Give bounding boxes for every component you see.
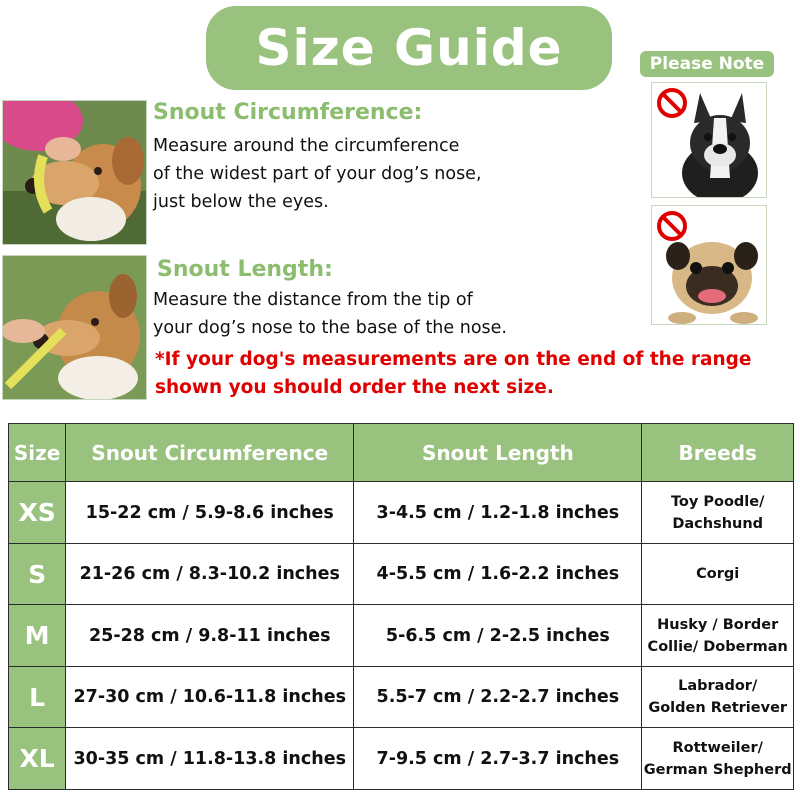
breeds-cell — [642, 728, 794, 790]
breeds-line: Corgi — [696, 566, 740, 583]
snout-circumference-photo — [2, 100, 147, 245]
size-cell: L — [9, 666, 66, 728]
please-note-label: Please Note — [649, 54, 765, 74]
size-warning-line: shown you should order the next size. — [155, 377, 554, 398]
length-cell: 7-9.5 cm / 2.7-3.7 inches — [354, 728, 642, 790]
size-warning-line: *If your dog's measurements are on the end of the range — [155, 349, 752, 370]
table-row — [9, 666, 794, 728]
breeds-cell — [642, 482, 794, 544]
size-warning — [155, 346, 795, 402]
snout-length-line: your dog’s nose to the base of the nose. — [153, 318, 507, 338]
breeds-line: Husky / Border — [657, 616, 779, 633]
snout-circumference-line: just below the eyes. — [153, 192, 329, 212]
snout-circumference-title: Snout Circumference: — [153, 100, 423, 125]
snout-length-line: Measure the distance from the tip of — [153, 290, 473, 310]
snout-length-title: Snout Length: — [157, 257, 333, 282]
no-sign-icon — [655, 209, 689, 243]
snout-length-text — [153, 286, 633, 342]
table-row — [9, 728, 794, 790]
table-row — [9, 543, 794, 605]
length-cell: 4-5.5 cm / 1.6-2.2 inches — [354, 543, 642, 605]
breeds-line: German Shepherd — [643, 761, 792, 778]
size-table — [8, 423, 794, 790]
circumference-cell: 27-30 cm / 10.6-11.8 inches — [66, 666, 354, 728]
length-cell: 3-4.5 cm / 1.2-1.8 inches — [354, 482, 642, 544]
snout-circumference-line: Measure around the circumference — [153, 136, 460, 156]
length-cell: 5.5-7 cm / 2.2-2.7 inches — [354, 666, 642, 728]
snout-length-photo — [2, 255, 147, 400]
breeds-line: Labrador/ — [678, 678, 758, 695]
snout-circumference-line: of the widest part of your dog’s nose, — [153, 164, 482, 184]
title-banner — [206, 6, 612, 90]
size-cell: M — [9, 605, 66, 667]
please-note-badge — [640, 51, 774, 77]
breeds-line: Collie/ Doberman — [647, 638, 788, 655]
breeds-cell — [642, 605, 794, 667]
size-cell: S — [9, 543, 66, 605]
circumference-cell: 21-26 cm / 8.3-10.2 inches — [66, 543, 354, 605]
french-bulldog-photo — [651, 82, 767, 198]
pug-photo — [651, 205, 767, 325]
table-row — [9, 482, 794, 544]
page-title: Size Guide — [255, 19, 563, 77]
length-cell: 5-6.5 cm / 2-2.5 inches — [354, 605, 642, 667]
header-snout-circumference: Snout Circumference — [66, 424, 354, 482]
size-cell: XL — [9, 728, 66, 790]
breeds-cell — [642, 666, 794, 728]
circumference-cell: 25-28 cm / 9.8-11 inches — [66, 605, 354, 667]
breeds-line: Dachshund — [672, 515, 764, 532]
header-size: Size — [9, 424, 66, 482]
header-snout-length: Snout Length — [354, 424, 642, 482]
no-sign-icon — [655, 86, 689, 120]
snout-circumference-text — [153, 132, 633, 216]
breeds-line: Golden Retriever — [648, 700, 788, 717]
size-cell: XS — [9, 482, 66, 544]
table-row — [9, 605, 794, 667]
breeds-cell — [642, 543, 794, 605]
header-breeds: Breeds — [642, 424, 794, 482]
circumference-cell: 30-35 cm / 11.8-13.8 inches — [66, 728, 354, 790]
table-header-row — [9, 424, 794, 482]
breeds-line: Rottweiler/ — [672, 739, 763, 756]
breeds-line: Toy Poodle/ — [670, 493, 765, 510]
circumference-cell: 15-22 cm / 5.9-8.6 inches — [66, 482, 354, 544]
